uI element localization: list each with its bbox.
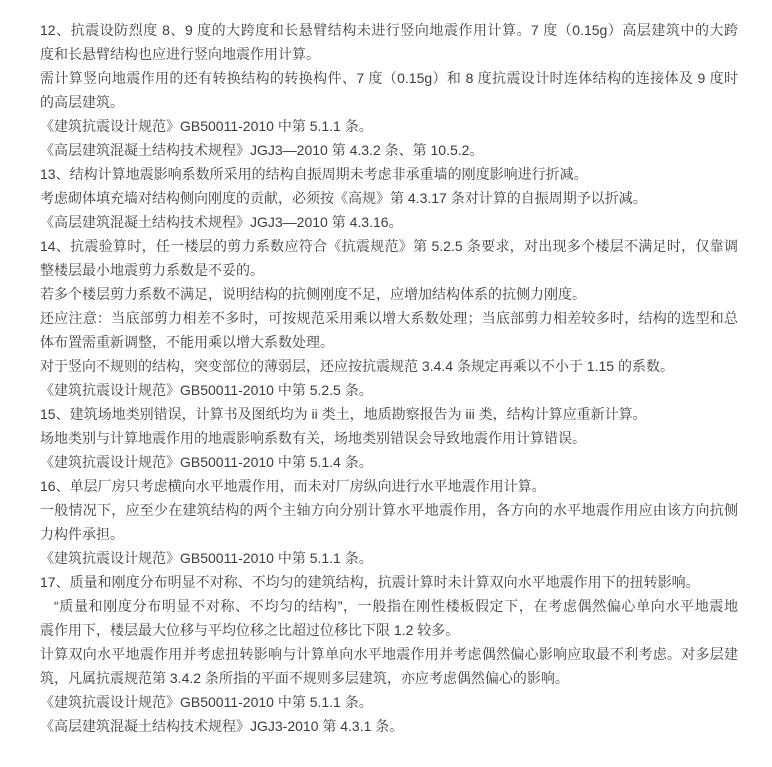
- text-line: 16、单层厂房只考虑横向水平地震作用，而未对厂房纵向进行水平地震作用计算。: [40, 478, 546, 494]
- document-text: [40, 18, 738, 738]
- text-line: 15、建筑场地类别错误，计算书及图纸均为 ii 类土，地质勘察报告为 iii 类，结构计算应重新计算。: [40, 406, 647, 422]
- text-line: 体布置需重新调整，不能用乘以增大系数处理。: [40, 334, 334, 350]
- text-line: 《高层建筑混凝土结构技术规程》JGJ3—2010 第 4.3.16。: [40, 214, 403, 230]
- text-line: 12、抗震设防烈度 8、9 度的大跨度和长悬臂结构未进行竖向地震作用计算。7 度（0.15g）高层建筑中的大跨: [40, 22, 738, 38]
- text-line: 对于竖向不规则的结构，突变部位的薄弱层，还应按抗震规范 3.4.4 条规定再乘以不小于 1.15 的系数。: [40, 358, 674, 374]
- text-line: 《建筑抗震设计规范》GB50011-2010 中第 5.1.4 条。: [40, 454, 373, 470]
- text-line: 筑，凡属抗震规范第 3.4.2 条所指的平面不规则多层建筑，亦应考虑偶然偏心的影响。: [40, 670, 569, 686]
- text-line: 力构件承担。: [40, 526, 124, 542]
- text-line: 震作用下，楼层最大位移与平均位移之比超过位移比下限 1.2 较多。: [40, 622, 460, 638]
- text-line: 14、抗震验算时，任一楼层的剪力系数应符合《抗震规范》第 5.2.5 条要求，对出现多个楼层不满足时，仅靠调: [40, 238, 738, 254]
- text-line: 《高层建筑混凝土结构技术规程》JGJ3—2010 第 4.3.2 条、第 10.5.2。: [40, 142, 484, 158]
- text-line: 《建筑抗震设计规范》GB50011-2010 中第 5.1.1 条。: [40, 118, 373, 134]
- text-line: 考虑砌体填充墙对结构侧向刚度的贡献，必须按《高规》第 4.3.17 条对计算的自振周期予以折减。: [40, 190, 647, 206]
- text-line: 度和长悬臂结构也应进行竖向地震作用计算。: [40, 46, 320, 62]
- text-line: 13、结构计算地震影响系数所采用的结构自振周期未考虑非承重墙的刚度影响进行折减。: [40, 166, 588, 182]
- text-line: 的高层建筑。: [40, 94, 124, 110]
- text-line: 计算双向水平地震作用并考虑扭转影响与计算单向水平地震作用并考虑偶然偏心影响应取最不利考虑。对多层建: [40, 646, 738, 662]
- text-line: “质量和刚度分布明显不对称、不均匀的结构”，一般指在刚性楼板假定下，在考虑偶然偏心单向水平地震地: [54, 598, 738, 614]
- text-line: 《建筑抗震设计规范》GB50011-2010 中第 5.1.1 条。: [40, 550, 373, 566]
- text-line: 《建筑抗震设计规范》GB50011-2010 中第 5.1.1 条。: [40, 694, 373, 710]
- text-line: 17、质量和刚度分布明显不对称、不均匀的建筑结构，抗震计算时未计算双向水平地震作用下的扭转影响。: [40, 574, 700, 590]
- text-line: 整楼层最小地震剪力系数是不妥的。: [40, 262, 264, 278]
- text-line: 《建筑抗震设计规范》GB50011-2010 中第 5.2.5 条。: [40, 382, 373, 398]
- text-line: 若多个楼层剪力系数不满足，说明结构的抗侧刚度不足，应增加结构体系的抗侧力刚度。: [40, 286, 586, 302]
- text-line: 还应注意：当底部剪力相差不多时，可按规范采用乘以增大系数处理；当底部剪力相差较多时，结构的选型和总: [40, 310, 738, 326]
- text-line: 《高层建筑混凝土结构技术规程》JGJ3-2010 第 4.3.1 条。: [40, 718, 404, 734]
- text-line: 需计算竖向地震作用的还有转换结构的转换构件、7 度（0.15g）和 8 度抗震设计时连体结构的连接体及 9 度时: [40, 70, 738, 86]
- text-line: 场地类别与计算地震作用的地震影响系数有关，场地类别错误会导致地震作用计算错误。: [40, 430, 586, 446]
- text-line: 一般情况下，应至少在建筑结构的两个主轴方向分别计算水平地震作用，各方向的水平地震作用应由该方向抗侧: [40, 502, 738, 518]
